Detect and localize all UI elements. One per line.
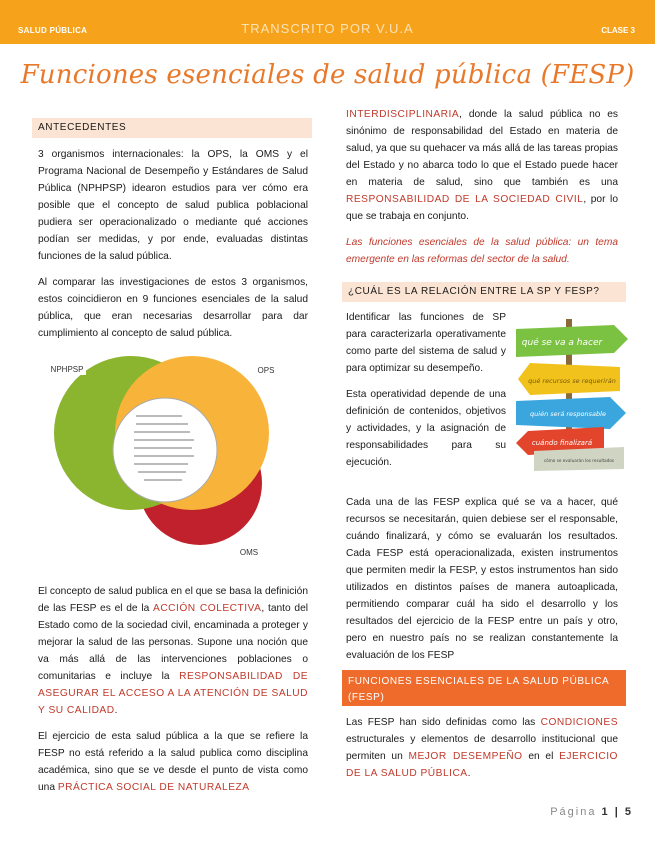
- header-class: CLASE 3: [601, 26, 635, 35]
- operatividad-paragraph: Esta operatividad depende de una definición de contenidos, objetivos y actividades, y la asignación de responsabilidades para su ejecución.: [346, 389, 506, 468]
- quote-paragraph: Las funciones esenciales de la salud pública: un tema emergente en las reformas del sector de la salud.: [346, 237, 618, 265]
- highlight-responsabilidad-sociedad: RESPONSABILIDAD DE LA SOCIEDAD CIVIL: [346, 194, 584, 205]
- venn-center-line: [138, 471, 186, 473]
- footer-label: Página: [550, 806, 597, 818]
- funciones-heading: FUNCIONES ESENCIALES DE LA SALUD PÚBLICA (FESP): [342, 670, 626, 706]
- venn-center-line: [136, 415, 182, 417]
- sign-red-text: cuándo finalizará: [531, 439, 593, 447]
- right-column-top: [346, 106, 618, 277]
- left-column-top: [38, 146, 308, 351]
- right-column-middle: [346, 494, 618, 673]
- left-column-bottom: [38, 583, 308, 805]
- highlight-practica-social: PRÁCTICA SOCIAL DE NATURALEZA: [57, 782, 250, 793]
- highlight-condiciones: CONDICIONES: [540, 717, 618, 728]
- interdisciplinaria-paragraph: [346, 106, 618, 225]
- text-span: .: [467, 768, 471, 779]
- sign-blue-text: quién será responsable: [530, 410, 606, 418]
- footer-separator: |: [614, 806, 620, 818]
- venn-center-line: [144, 479, 182, 481]
- highlight-accion-colectiva: ACCIÓN COLECTIVA: [153, 603, 262, 614]
- identificar-paragraph: Identificar las funciones de SP para caracterizarla operativamente como parte del sistema de salud y para optimizar su desempeño.: [346, 312, 506, 374]
- antecedentes-heading: ANTECEDENTES: [32, 118, 312, 138]
- venn-diagram: [48, 355, 274, 565]
- venn-label-nphpsp: NPHPSP: [50, 365, 84, 374]
- accion-colectiva-paragraph: [38, 583, 308, 719]
- venn-label-oms: OMS: [239, 548, 259, 557]
- venn-label-ops: OPS: [257, 366, 274, 375]
- venn-center-line: [136, 423, 188, 425]
- page-title: Funciones esenciales de salud pública (FESP): [20, 60, 635, 90]
- page-footer: [550, 806, 633, 818]
- cada-fesp-paragraph: Cada una de las FESP explica qué se va a hacer, qué recursos se necesitarán, quien debiese ser el responsable, cuándo finalizará, y cómo se evaluarán los resultados. Cada FESP está operacionalizada, existen instrumentos que permiten medir la FESP, y estos instrumentos han sido utilizados en distintos países de manera autoaplicada, permitiendo comparar cuál ha sido el desarrollo y los resultados del ejercicio de la FESP entre un país y otro, pero en nuestro país no se realizan constantemente la evaluación de los FESP: [346, 497, 618, 661]
- header-transcriber: TRANSCRITO POR V.U.A: [241, 21, 414, 36]
- text-span: en el: [522, 751, 560, 762]
- header-bar: [0, 0, 655, 44]
- text-span: , tanto del Estado como de la sociedad civil, encaminada a proteger y mejorar la salud de las personas. Supone una noción que va más allá de las intervenciones poblaciones o comunitarias e incluye la: [38, 603, 309, 682]
- text-span: El concepto de salud publica en el que se basa la definición de las FESP es el de la: [38, 586, 308, 614]
- antecedentes-paragraph-1: 3 organismos internacionales: la OPS, la OMS y el Programa Nacional de Desempeño y Estándares de Salud Pública (NPHPSP) idearon estudios para ver cómo era posible que el concepto de salud publica poblacional pudiera ser operacionalizado o mediante qué acciones podían ser medidas, y por ende, evaluadas distintas funciones de la salud pública.: [38, 149, 308, 262]
- text-span: , donde la salud pública no es sinónimo de responsabilidad del Estado en materia de salud, ya que su quehacer va más allá de las tareas propias del Estado y no abarca todo lo que el Estado puede hacer en materia de salud, sino que también es una: [346, 109, 618, 188]
- text-span: , por lo que se trabaja en conjunto.: [346, 194, 618, 222]
- right-column-narrow: [346, 309, 506, 480]
- footer-total-pages: 5: [624, 806, 633, 818]
- highlight-interdisciplinaria: INTERDISCIPLINARIA: [346, 109, 460, 120]
- highlight-ejercicio-salud: EJERCICIO DE LA SALUD PÚBLICA: [346, 751, 618, 779]
- text-span: .: [114, 705, 118, 716]
- text-span: El ejercicio de esta salud pública a la que se refiere la FESP no está referido a la salud publica como disciplina académica, sino que se ve desde el punto de vista como una: [38, 731, 308, 793]
- venn-center-line: [134, 431, 190, 433]
- header-subject: SALUD PÚBLICA: [18, 26, 88, 35]
- highlight-mejor-desempeno: MEJOR DESEMPEÑO: [408, 751, 523, 762]
- venn-center-line: [134, 439, 194, 441]
- venn-center-line: [134, 455, 194, 457]
- venn-center: [113, 398, 217, 502]
- text-span: Las FESP han sido definidas como las: [346, 717, 541, 728]
- highlight-responsabilidad-acceso: RESPONSABILIDAD DE ASEGURAR EL ACCESO A LA ATENCIÓN DE SALUD Y SU CALIDAD: [38, 671, 308, 716]
- venn-center-line: [134, 463, 188, 465]
- venn-center-line: [134, 447, 192, 449]
- right-column-bottom: [346, 714, 618, 791]
- definicion-fesp-paragraph: [346, 714, 618, 782]
- ejercicio-paragraph: [38, 728, 308, 796]
- signpost-illustration: [512, 311, 630, 471]
- relacion-heading: ¿CUÁL ES LA RELACIÓN ENTRE LA SP Y FESP?: [342, 282, 626, 302]
- sign-grey-text: cómo se evaluarán los resultados: [543, 458, 615, 463]
- sign-yellow-text: qué recursos se requerirán: [528, 377, 616, 385]
- footer-page-number: 1: [601, 806, 610, 818]
- text-span: estructurales y elementos de desarrollo institucional que permiten un: [346, 734, 618, 762]
- sign-green-text: qué se va a hacer: [521, 338, 603, 348]
- antecedentes-paragraph-2: Al comparar las investigaciones de estos 3 organismos, estos coincidieron en 9 funciones esenciales de la salud pública, que eran necesarias desarrollar para dar cumplimiento al concepto de salud pública.: [38, 277, 308, 339]
